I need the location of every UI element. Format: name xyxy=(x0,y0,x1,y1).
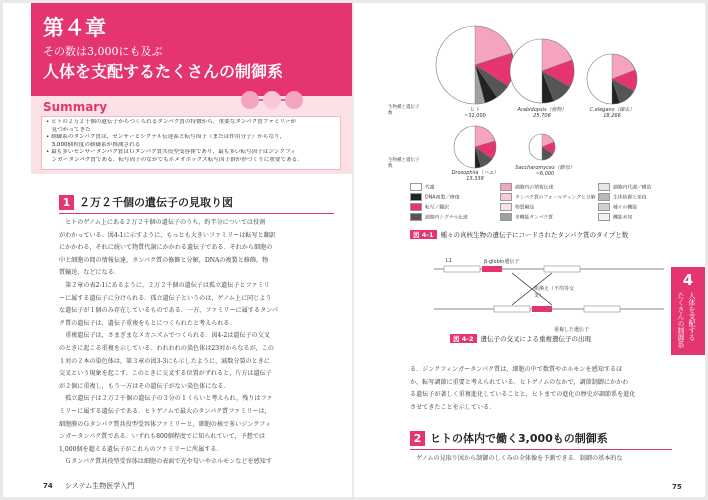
chapter-label: 第４章 xyxy=(43,15,106,40)
summary-items xyxy=(41,116,341,170)
summary-line: • 最も多いセンサータンパク質はＧタンパク質共役型受容体であり，最も多い転写因子はジンクフィ xyxy=(46,149,296,156)
pie-species: Saccharomyces（酵母） xyxy=(515,165,575,171)
text-line: ンガータンパク質である．いずれも800個程度でに知られていて，予想では xyxy=(59,433,266,441)
summary-line: 3,000個程度の制御系が推測される xyxy=(46,141,141,148)
legend-swatch xyxy=(410,183,422,191)
duplicated-label: 重複した遺伝子 xyxy=(554,327,590,333)
pie-drosophila xyxy=(454,126,496,168)
section-2-heading xyxy=(410,430,608,446)
figure-1-caption xyxy=(410,230,628,239)
text-line: にかかわる，それに続いて物質代謝にかかわる遺伝子である．それから細胞の xyxy=(59,244,273,252)
text-line: 第２章の表2-1にあるように，２万２千個の遺伝子は孤立遺伝子とファミリ xyxy=(59,281,270,289)
legend-label: タンパク質のフォールディングと分解 xyxy=(515,195,596,201)
text-line: がわかっている．図4-1に示すように，もっとも大きいファミリーは転写と翻訳 xyxy=(59,231,276,239)
left-page xyxy=(3,3,352,497)
legend-swatch xyxy=(500,193,512,201)
legend-label: 転写／翻訳 xyxy=(425,205,449,211)
legend-swatch xyxy=(598,193,610,201)
thumb-text-b: たくさんの制御系 xyxy=(677,292,685,348)
summary-line: ンガータンパク質である．転写因子のなかでもホメオボックス転写因子群が形づくりに重要である． xyxy=(46,156,303,163)
left-footer xyxy=(43,481,134,491)
pie-count: ~32,000 xyxy=(464,113,486,119)
pie-count: 13,338 xyxy=(466,176,484,182)
legend-swatch xyxy=(598,203,610,211)
right-page-number: 75 xyxy=(672,483,682,491)
legend-swatch xyxy=(598,213,610,221)
pie-label xyxy=(438,169,512,182)
pie-species: C.elegans（線虫） xyxy=(589,107,635,113)
thumb-number: 4 xyxy=(682,271,694,289)
legend-swatch xyxy=(598,183,610,191)
running-title: システム生物医学入門 xyxy=(64,482,135,490)
pie-count: 25,706 xyxy=(533,113,551,119)
text-line: 重複遺伝子は，さまざまなメカニズムでつくられる．図4-2は遺伝子の交叉 xyxy=(59,332,270,340)
text-line: 中と細胞の間の情報伝達，タンパク質の修飾と分解，DNAの複製と修飾，物 xyxy=(59,256,269,264)
text-line: ミリーに属する遺伝子である．ヒトゲノムで最大のタンパク質ファミリーは， xyxy=(59,407,271,415)
figure-2-tag: 図 4-2 xyxy=(450,334,477,343)
summary-line: • ヒトの２万２千個の遺伝子からつくられるタンパク質の特徴から，重要なタンパク質ファミリーが xyxy=(46,119,297,125)
pie-side-label: 生物種と遺伝子数 xyxy=(388,105,420,116)
pie-species: Drosophila（ハエ） xyxy=(451,170,499,176)
legend-label: 機能未知 xyxy=(613,215,633,221)
text-line: ヒトのゲノム上にある２万２千個の遺伝子のうち，約半分については役割 xyxy=(59,219,266,226)
legend-swatch xyxy=(410,193,422,201)
text-line: 交叉という現象を起こす．このときに交叉する位置がずれると，片方は遺伝子 xyxy=(59,370,272,378)
page-number: 74 xyxy=(43,482,53,490)
l1-label: L1 xyxy=(446,258,452,264)
legend-row xyxy=(410,183,666,193)
legend-swatch xyxy=(500,203,512,211)
summary-line: 見つかってきた xyxy=(46,126,91,133)
legend-swatch xyxy=(410,203,422,211)
text-line: る．ジンクフィンガータンパク質は，細胞の中で数質やホルモンを感知するほ xyxy=(410,366,623,373)
pie-count: ~6,000 xyxy=(535,171,555,177)
legend-swatch xyxy=(500,183,512,191)
pie-species: Arabidopsis（植物） xyxy=(517,107,567,113)
section-2-rule xyxy=(410,449,672,450)
legend-label: 物質輸送 xyxy=(515,205,535,211)
text-line: か，転写調節に重要と考えられている．ヒトゲノムのなかで，調節制御にかかわ xyxy=(410,378,629,386)
section-1-number: 1 xyxy=(59,195,74,210)
pie-celegans xyxy=(587,54,637,104)
text-line: 質輸送，などになる． xyxy=(59,269,120,277)
pie-species: ヒト xyxy=(469,107,480,113)
thumb-text-a: 人体を支配する xyxy=(688,292,696,341)
legend-row xyxy=(410,203,666,213)
left-body-text xyxy=(59,217,339,469)
legend-label: 細胞内シグナル伝達 xyxy=(425,215,468,221)
pie-count: 18,266 xyxy=(603,113,621,119)
text-line: が２個に重複し，もう一方はその遺伝子がない染色体になる． xyxy=(59,382,230,390)
gene-label: β-globin遺伝子 xyxy=(484,259,520,265)
legend-swatch xyxy=(500,213,512,221)
section-1-rule xyxy=(59,213,334,214)
text-line: のときに起こる重複を示している．われわれの染色体は23対からなるが，この xyxy=(59,344,274,352)
pie-legend xyxy=(410,183,666,223)
legend-label: 代謝 xyxy=(425,185,435,191)
text-line: Ｇタンパク質共役型受容体は細胞の表面で光や匂いやホルモンなどを感知す xyxy=(59,458,272,466)
pie-label xyxy=(578,106,646,119)
legend-label: 多機能タンパク質 xyxy=(515,215,554,221)
text-line: させてきたことを示している． xyxy=(410,403,496,411)
summary-dots-icon xyxy=(236,88,308,112)
chapter-subtitle: その数は3,000にも及ぶ xyxy=(43,45,163,58)
chapter-thumb-tab xyxy=(671,267,705,355)
pie-label xyxy=(507,164,583,177)
summary-box xyxy=(31,96,352,174)
pie-label xyxy=(445,106,505,119)
figure-1-tag: 図 4-1 xyxy=(410,230,437,239)
legend-label: DNA複製／修復 xyxy=(425,195,460,201)
section-1-title: ２万２千個の遺伝子の見取り図 xyxy=(79,196,233,209)
pie-charts xyxy=(354,3,705,183)
right-page xyxy=(354,3,705,497)
legend-swatch xyxy=(410,213,422,221)
section-2-title: ヒトの体内で働く3,000もの制御系 xyxy=(430,432,608,445)
right-body-text-2 xyxy=(410,453,670,466)
text-line: 細胞膜のＧタンパク質共役型受容体ファミリーと，細胞の核で多いジンクフィ xyxy=(59,420,271,428)
pie-saccharomyces xyxy=(529,134,555,160)
text-line: 孤立遺伝子は２万２千個の遺伝子の３分の１くらいと考えられ，残りはファ xyxy=(59,395,273,403)
right-body-text xyxy=(410,364,670,414)
text-line: ゲノムの見取り図から制御のしくみの全体像を予測できる．制御の基本的な xyxy=(410,455,623,462)
summary-heading: Summary xyxy=(43,100,108,114)
text-line: る遺伝子が著しく重複進化していることと，ヒトまでの進化の歴史が調節系を進化 xyxy=(410,391,636,399)
legend-row xyxy=(410,213,666,223)
figure-1-text: 種々の真核生物の遺伝子にコードされたタンパク質のタイプと数 xyxy=(440,231,629,239)
pie-side-label: 生物種と遺伝子数 xyxy=(388,158,420,169)
figure-2-text: 遺伝子の交叉による重複遺伝子の出現 xyxy=(480,335,592,343)
text-line: ーに属する遺伝子に分けられる．孤立遺伝子というのは，ゲノム上に同じよう xyxy=(59,294,272,302)
legend-row xyxy=(410,193,666,203)
pie-arabidopsis xyxy=(510,39,574,103)
chapter-banner xyxy=(31,3,352,96)
pie-label xyxy=(507,106,577,119)
legend-label: 種々の機能 xyxy=(613,205,637,211)
legend-label: 生体防御と免疫 xyxy=(613,195,647,201)
text-line: 1,000個を超える遺伝子がこれらのファミリーに所属する． xyxy=(59,445,223,453)
chapter-title: 人体を支配するたくさんの制御系 xyxy=(43,62,284,81)
text-line: ク質の遺伝子は，遺伝子重複をもとにつくられたと考えられる． xyxy=(59,319,236,327)
section-1-heading xyxy=(59,194,233,210)
legend-label: 細胞内代謝／構造 xyxy=(613,185,652,191)
summary-line: • 制御系のタンパク質は，センサーとシグナル伝達系と転写因子（または作用分子）からなり， xyxy=(46,134,286,141)
text-line: １対の２本の染色体は，第３章の図3-3にも示したように，減数分裂のときに xyxy=(59,357,270,365)
crossover-label: 組換え（不均等交叉） xyxy=(534,286,575,299)
section-2-number: 2 xyxy=(410,431,425,446)
pie-human xyxy=(436,26,514,104)
legend-label: 細胞内の情報伝達 xyxy=(515,185,554,191)
figure-2-caption xyxy=(450,334,591,343)
text-line: な遺伝子が１個のみ存在しているものである．一方，ファミリーに属するタンパ xyxy=(59,307,278,315)
